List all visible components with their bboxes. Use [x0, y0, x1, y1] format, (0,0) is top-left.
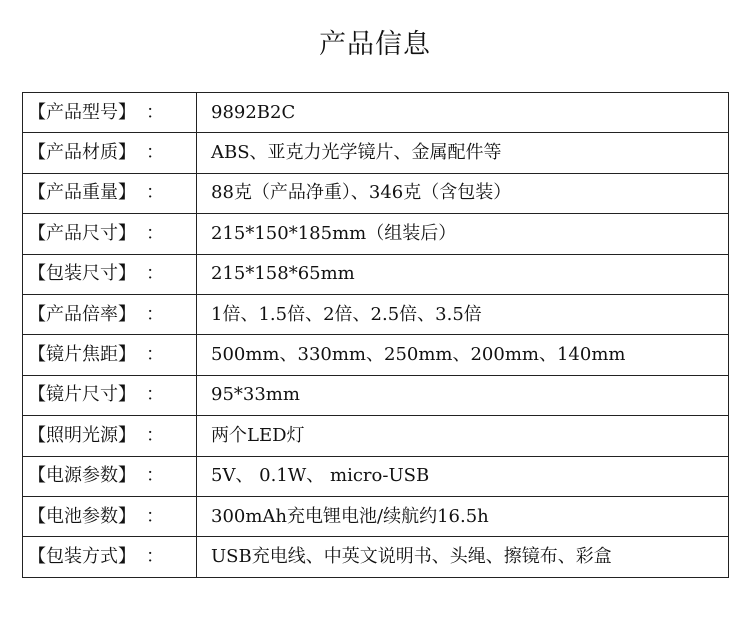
- spec-label-cell: [23, 416, 197, 456]
- spec-colon: ：: [146, 384, 164, 406]
- table-row: [23, 254, 729, 294]
- spec-value: 1倍、1.5倍、2倍、2.5倍、3.5倍: [197, 294, 729, 334]
- spec-value: 215*158*65mm: [197, 254, 729, 294]
- table-row: [23, 537, 729, 577]
- spec-colon: ：: [146, 465, 164, 487]
- spec-label: 【产品尺寸】: [28, 222, 136, 244]
- spec-value: 500mm、330mm、250mm、200mm、140mm: [197, 335, 729, 375]
- spec-value: 215*150*185mm（组装后）: [197, 214, 729, 254]
- table-row: [23, 335, 729, 375]
- page-title: 产品信息: [319, 29, 431, 60]
- spec-label: 【镜片尺寸】: [28, 384, 136, 406]
- table-row: [23, 416, 729, 456]
- spec-value: 95*33mm: [197, 375, 729, 415]
- spec-label-cell: [23, 214, 197, 254]
- spec-label: 【包装尺寸】: [28, 263, 136, 285]
- spec-colon: ：: [146, 101, 164, 123]
- spec-label-cell: [23, 496, 197, 536]
- spec-colon: ：: [146, 505, 164, 527]
- spec-colon: ：: [146, 182, 164, 204]
- spec-value: 5V、 0.1W、 micro-USB: [197, 456, 729, 496]
- spec-label-cell: [23, 254, 197, 294]
- spec-colon: ：: [146, 344, 164, 366]
- spec-label-cell: [23, 294, 197, 334]
- table-row: [23, 133, 729, 173]
- spec-colon: ：: [146, 424, 164, 446]
- spec-label: 【产品材质】: [28, 142, 136, 164]
- spec-label-cell: [23, 173, 197, 213]
- spec-label: 【包装方式】: [28, 545, 136, 567]
- spec-value: 两个LED灯: [197, 416, 729, 456]
- spec-label-cell: [23, 456, 197, 496]
- spec-colon: ：: [146, 142, 164, 164]
- table-row: [23, 294, 729, 334]
- spec-label: 【产品重量】: [28, 182, 136, 204]
- spec-label: 【电源参数】: [28, 465, 136, 487]
- table-row: [23, 456, 729, 496]
- spec-value: 9892B2C: [197, 93, 729, 133]
- spec-value: ABS、亚克力光学镜片、金属配件等: [197, 133, 729, 173]
- spec-colon: ：: [146, 263, 164, 285]
- spec-value: USB充电线、中英文说明书、头绳、擦镜布、彩盒: [197, 537, 729, 577]
- spec-label: 【镜片焦距】: [28, 344, 136, 366]
- spec-label: 【产品型号】: [28, 101, 136, 123]
- spec-value: 300mAh充电锂电池/续航约16.5h: [197, 496, 729, 536]
- table-row: [23, 214, 729, 254]
- table-row: [23, 496, 729, 536]
- spec-label-cell: [23, 133, 197, 173]
- spec-label-cell: [23, 93, 197, 133]
- spec-label: 【电池参数】: [28, 505, 136, 527]
- spec-label: 【照明光源】: [28, 424, 136, 446]
- spec-colon: ：: [146, 545, 164, 567]
- spec-value: 88克（产品净重）、346克（含包装）: [197, 173, 729, 213]
- table-row: [23, 375, 729, 415]
- spec-colon: ：: [146, 222, 164, 244]
- spec-label: 【产品倍率】: [28, 303, 136, 325]
- spec-label-cell: [23, 537, 197, 577]
- spec-label-cell: [23, 375, 197, 415]
- spec-colon: ：: [146, 303, 164, 325]
- spec-table: [22, 92, 729, 578]
- spec-label-cell: [23, 335, 197, 375]
- table-row: [23, 173, 729, 213]
- table-row: [23, 93, 729, 133]
